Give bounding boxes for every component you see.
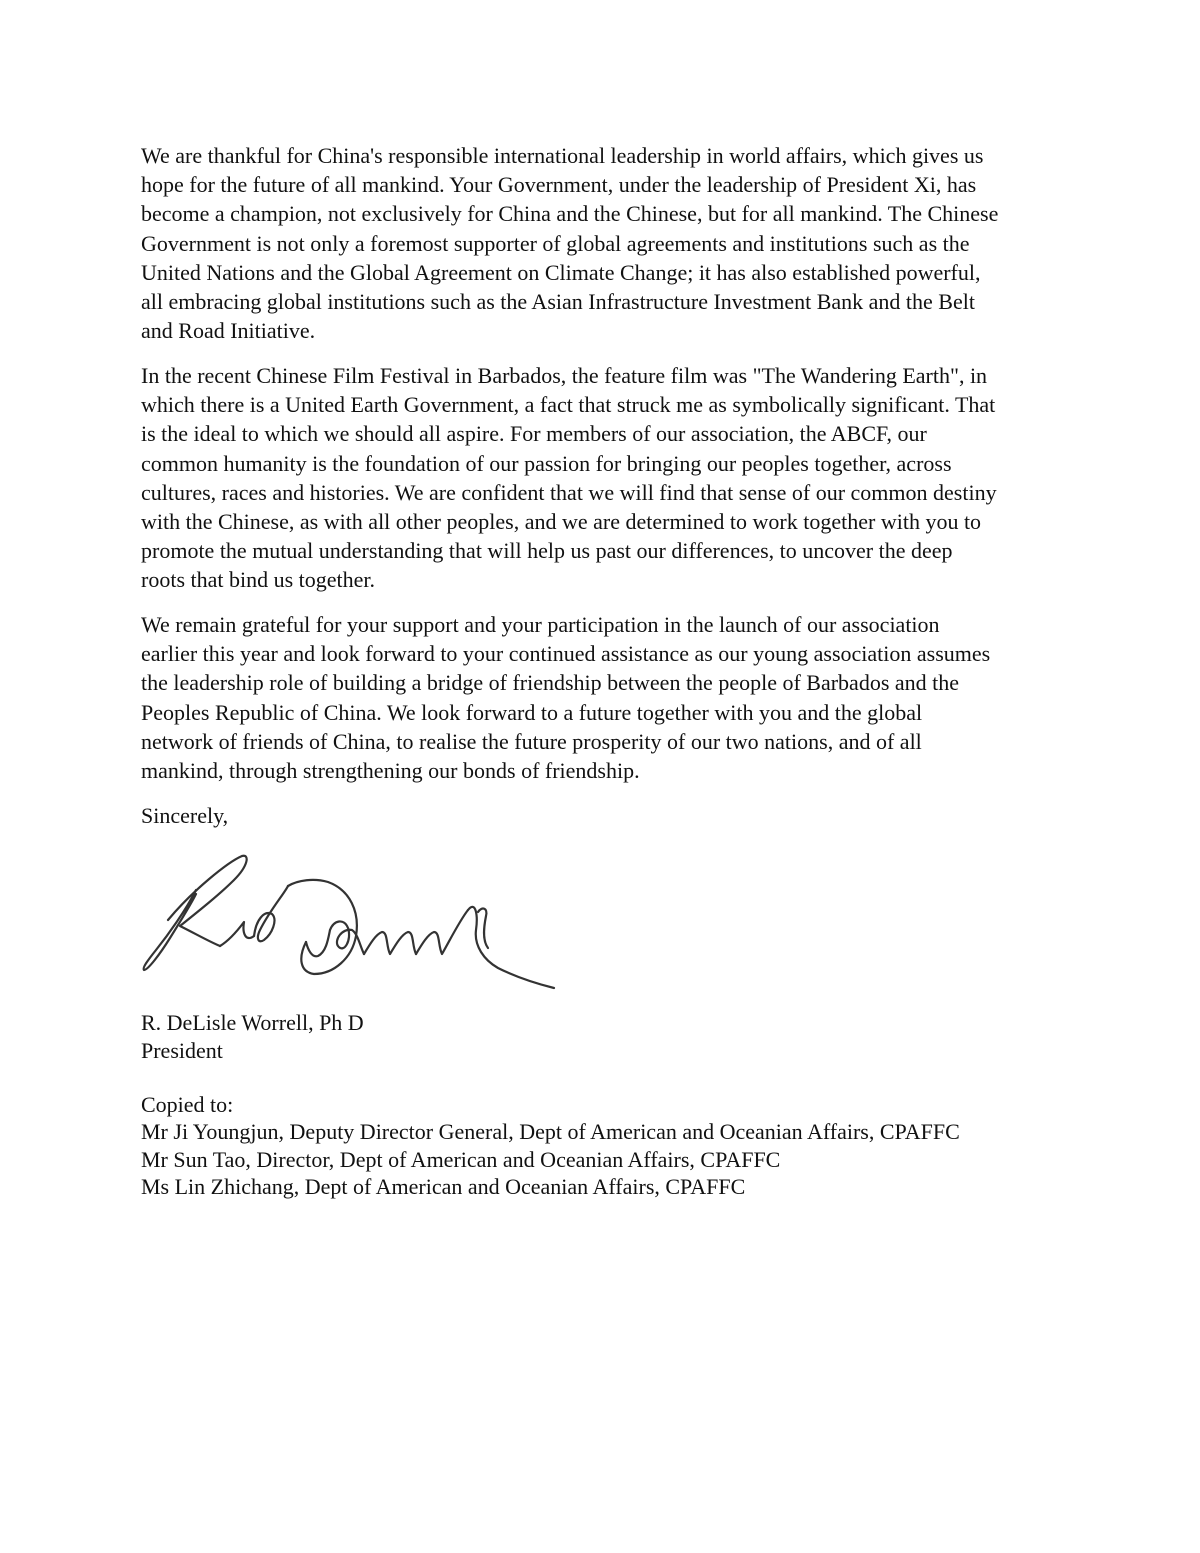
recipient-line: Ms Lin Zhichang, Dept of American and Oceanian Affairs, CPAFFC	[141, 1173, 746, 1199]
recipient-line: Mr Sun Tao, Director, Dept of American and Oceanian Affairs, CPAFFC	[141, 1146, 781, 1172]
handwritten-signature	[138, 850, 583, 995]
signatory-title: President	[141, 1038, 223, 1063]
body-paragraph-1: We are thankful for China's responsible international leadership in world affairs, which gives us hope for the future of all mankind. Your Government, under the leadership of President Xi, has become a champion, not exclusively for China and the Chinese, but for all mankind. The Chinese Government is not only a foremost supporter of global agreements and institutions such as the United Nations and the Global Agreement on Climate Change; it has also established powerful, all embracing global institutions such as the Asian Infrastructure Investment Bank and the Belt and Road Initiative.	[141, 143, 999, 344]
copied-to-heading: Copied to:	[141, 1092, 234, 1117]
signature-block	[141, 1009, 364, 1065]
signatory-name: R. DeLisle Worrell, Ph D	[141, 1010, 364, 1035]
body-paragraph-3: We remain grateful for your support and your participation in the launch of our association earlier this year and look forward to your continued assistance as our young association assumes the leadership role of building a bridge of friendship between the people of Barbados and the Peoples Republic of China. We look forward to a future together with you and the global network of friends of China, to realise the future prosperity of our two nations, and of all mankind, through strengthening our bonds of friendship.	[141, 612, 991, 784]
closing-salutation: Sincerely,	[141, 803, 229, 828]
recipient-line: Mr Ji Youngjun, Deputy Director General, Dept of American and Oceanian Affairs, CPAFFC	[141, 1119, 960, 1145]
copied-to-section	[141, 1091, 960, 1200]
body-paragraph-2: In the recent Chinese Film Festival in Barbados, the feature film was "The Wandering Earth", in which there is a United Earth Government, a fact that struck me as symbolically significant. That is the ideal to which we should all aspire. For members of our association, the ABCF, our common humanity is the foundation of our passion for bringing our peoples together, across cultures, races and histories. We are confident that we will find that sense of our common destiny with the Chinese, as with all other peoples, and we are determined to work together with you to promote the mutual understanding that will help us past our differences, to uncover the deep roots that bind us together.	[141, 363, 997, 593]
